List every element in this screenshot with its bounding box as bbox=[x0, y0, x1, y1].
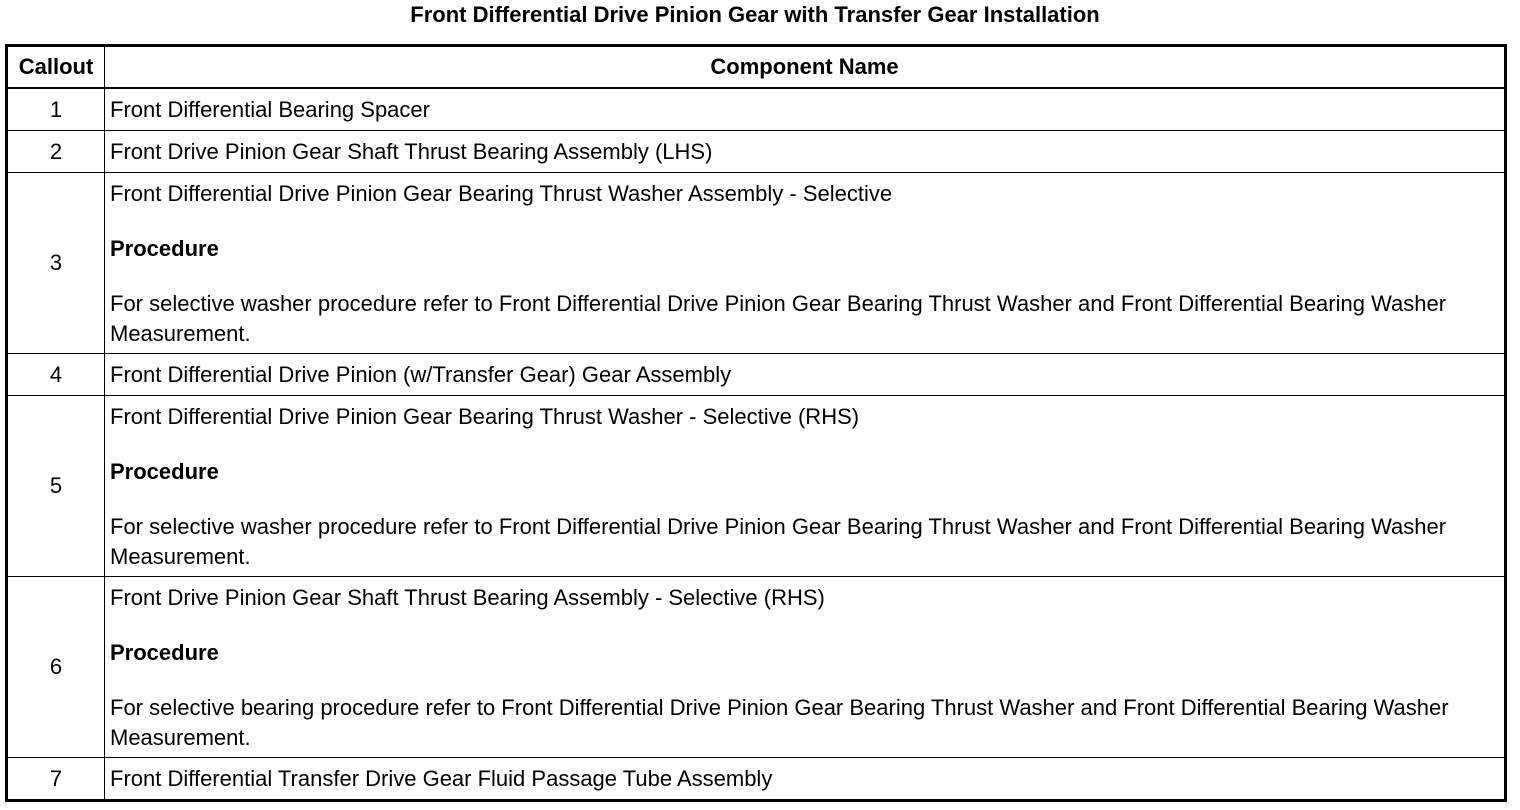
page-title: Front Differential Drive Pinion Gear with Transfer Gear Installation bbox=[410, 2, 1100, 27]
table-row bbox=[7, 88, 1506, 131]
table-row bbox=[7, 396, 1506, 577]
callout-number: 1 bbox=[7, 88, 105, 131]
procedure-text: For selective washer procedure refer to Front Differential Drive Pinion Gear Bearing Thrust Washer and Front Differential Bearing Washer Measurement. bbox=[110, 514, 1447, 569]
table-row bbox=[7, 173, 1506, 354]
procedure-label: Procedure bbox=[110, 459, 219, 484]
procedure-text: For selective bearing procedure refer to Front Differential Drive Pinion Gear Bearing Thrust Washer and Front Differential Bearing Washer Measurement. bbox=[110, 695, 1449, 750]
component-name: Front Differential Drive Pinion (w/Transfer Gear) Gear Assembly bbox=[105, 354, 1506, 396]
component-cell bbox=[105, 173, 1506, 354]
callout-number: 2 bbox=[7, 131, 105, 173]
callout-number: 3 bbox=[7, 173, 105, 354]
component-name: Front Differential Transfer Drive Gear Fluid Passage Tube Assembly bbox=[105, 758, 1506, 801]
component-name: Front Differential Drive Pinion Gear Bearing Thrust Washer - Selective (RHS) bbox=[110, 404, 860, 429]
table-row bbox=[7, 577, 1506, 758]
callout-number: 7 bbox=[7, 758, 105, 801]
table-row bbox=[7, 354, 1506, 396]
component-name: Front Drive Pinion Gear Shaft Thrust Bearing Assembly (LHS) bbox=[105, 131, 1506, 173]
table-header-row bbox=[7, 46, 1506, 89]
component-name: Front Differential Bearing Spacer bbox=[105, 88, 1506, 131]
procedure-label: Procedure bbox=[110, 640, 219, 665]
component-name: Front Differential Drive Pinion Gear Bearing Thrust Washer Assembly - Selective bbox=[110, 181, 893, 206]
callout-number: 4 bbox=[7, 354, 105, 396]
component-name: Front Drive Pinion Gear Shaft Thrust Bearing Assembly - Selective (RHS) bbox=[110, 585, 825, 610]
procedure-label: Procedure bbox=[110, 236, 219, 261]
header-callout: Callout bbox=[7, 46, 105, 89]
procedure-text: For selective washer procedure refer to Front Differential Drive Pinion Gear Bearing Thrust Washer and Front Differential Bearing Washer Measurement. bbox=[110, 291, 1447, 346]
table-row bbox=[7, 131, 1506, 173]
table-row bbox=[7, 758, 1506, 801]
component-cell bbox=[105, 396, 1506, 577]
component-table bbox=[5, 44, 1507, 802]
header-component-name: Component Name bbox=[105, 46, 1506, 89]
callout-number: 6 bbox=[7, 577, 105, 758]
component-cell bbox=[105, 577, 1506, 758]
callout-number: 5 bbox=[7, 396, 105, 577]
